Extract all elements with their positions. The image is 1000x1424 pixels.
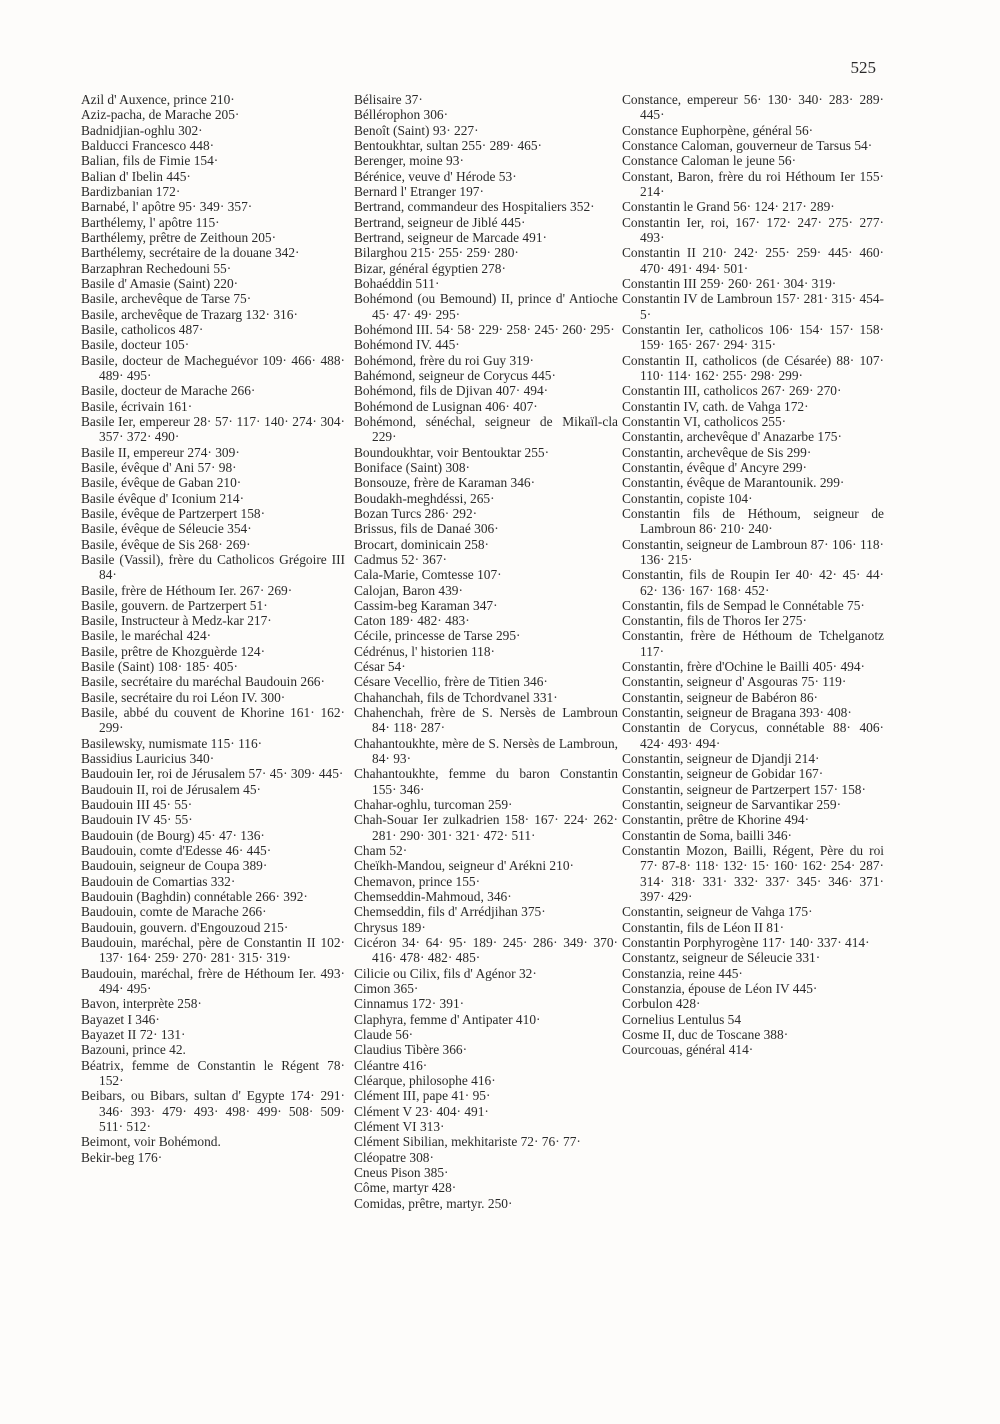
index-entry: Basile, prêtre de Khozguèrde 124· [81,643,266,659]
index-entry: Constantin, fils de Thoros Ier 275· [622,613,807,629]
index-entry: Constantin, seigneur de Sarvantikar 259· [622,797,842,813]
index-entry: Basile Ier, empereur 28· 57· 117· 140· 274· 304· 357· 372· 490· [81,413,345,445]
index-entry: Basile, écrivain 161· [81,398,193,414]
index-entry: Chahanchah, fils de Tchordvanel 331· [354,689,558,705]
index-entry: Constantin, copiste 104· [622,490,753,506]
index-entry: Constantin II, catholicos (de Césarée) 88· 107· 110· 114· 162· 255· 298· 299· [622,352,884,383]
index-entry: Chahantoukhte, femme du baron Constantin 155· 346· [354,766,618,797]
index-entry: Cilicie ou Cilix, fils d' Agénor 32· [354,965,537,981]
index-entry: Cinnamus 172· 391· [354,996,465,1012]
index-entry: Constantz, seigneur de Séleucie 331· [622,950,821,966]
index-entry: Basile, évêque de Gaban 210· [81,475,242,491]
index-entry: Basile, docteur de Marache 266· [81,383,256,399]
index-entry: Baudouin, maréchal, père de Constantin II 102· 137· 164· 259· 270· 281· 315· 319· [81,935,345,966]
index-entry: Azil d' Auxence, prince 210· [81,92,235,107]
index-entry: Bohémond IV. 445· [354,337,460,353]
index-entry: Brocart, dominicain 258· [354,536,489,552]
index-entry: Basile, docteur 105· [81,337,190,353]
index-entry: Basile, abbé du couvent de Khorine 161· 162· 299· [81,705,345,736]
index-entry: Basile, catholicos 487· [81,321,204,337]
index-entry: Barthélemy, l' apôtre 115· [81,214,220,230]
index-entry: Cadmus 52· 367· [354,551,447,567]
index-entry: Barthélemy, secrétaire de la douane 342· [81,245,300,261]
index-entry: Constantin, seigneur de Partzerpert 157· 158· [622,781,866,797]
index-entry: Cimon 365· [354,981,419,997]
index-entry: Claphyra, femme d' Antipater 410· [354,1011,541,1027]
index-entry: Basile, gouvern. de Partzerpert 51· [81,597,268,613]
index-column-1 [81,92,345,1165]
index-entry: Constantin le Grand 56· 124· 217· 289· [622,199,835,215]
index-entry: Clément V 23· 404· 491· [354,1103,489,1119]
index-entry: Chemavon, prince 155· [354,873,481,889]
index-entry: Clément VI 313· [354,1118,445,1134]
index-entry: Constanzia, reine 445· [622,965,743,981]
index-entry: Basile, archevêque de Trazarg 132· 316· [81,306,298,322]
index-entry: Constantin Mozon, Bailli, Régent, Père du roi 77· 87-8· 118· 132· 15· 160· 162· 254· 287· 314· 318· 331· 332· 337· 345· 346· 371· 397· 429· [622,843,884,905]
index-entry: Cornelius Lentulus 54 [622,1011,742,1027]
index-entry: Bertrand, seigneur de Marcade 491· [354,229,547,245]
index-entry: Bazouni, prince 42. [81,1042,186,1058]
index-entry: Côme, martyr 428· [354,1180,457,1196]
index-entry: Constantin, seigneur de Vahga 175· [622,904,813,920]
index-entry: Claudius Tibère 366· [354,1042,468,1058]
index-entry: Baudouin, gouvern. d'Engouzoud 215· [81,919,289,935]
index-entry: Constantin, fils de Roupin Ier 40· 42· 45· 44· 62· 136· 167· 168· 452· [622,567,884,598]
index-entry: Bassidius Lauricius 340· [81,751,215,767]
index-entry: Aziz-pacha, de Marache 205· [81,107,240,123]
index-entry: Clément Sibilian, mekhitariste 72· 76· 77· [354,1134,581,1150]
index-entry: Chahar-oghlu, turcoman 259· [354,797,513,813]
index-entry: Bohémond de Lusignan 406· 407· [354,398,538,414]
index-entry: Bohémond, fils de Djivan 407· 494· [354,383,549,399]
index-entry: Césare Vecellio, frère de Titien 346· [354,674,548,690]
index-entry: Constantin, seigneur de Gobidar 167· [622,766,824,782]
index-entry: Barnabé, l' apôtre 95· 349· 357· [81,199,253,215]
index-entry: Constantin, évêque de Marantounik. 299· [622,475,845,491]
index-entry: Basile (Saint) 108· 185· 405· [81,659,238,675]
index-entry: Béllérophon 306· [354,107,449,123]
index-entry: Bonsouze, frère de Karaman 346· [354,475,536,491]
index-entry: Bérénice, veuve d' Hérode 53· [354,168,517,184]
index-entry: Bélisaire 37· [354,92,423,107]
index-entry: Constantin fils de Héthoum, seigneur de Lambroun 86· 210· 240· [622,505,884,537]
index-entry: Bohémond (ou Bemound) II, prince d' Antioche 45· 47· 49· 295· [354,291,618,322]
index-entry: Constantin, archevêque de Sis 299· [622,444,812,460]
index-entry: Cosme II, duc de Toscane 388· [622,1027,789,1043]
index-entry: Constantin II 210· 242· 255· 259· 445· 460· 470· 491· 494· 501· [622,245,884,276]
index-entry: Bayazet II 72· 131· [81,1027,186,1043]
index-entry: Constance Euphorpène, général 56· [622,122,814,138]
index-entry: Basile, le maréchal 424· [81,628,212,644]
index-entry: Chrysus 189· [354,919,426,935]
index-entry: Boniface (Saint) 308· [354,459,471,475]
index-entry: Basile (Vassil), frère du Catholicos Grégoire III 84· [81,551,345,583]
index-entry: Constantin, fils de Léon II 81· [622,919,785,935]
index-entry: Constantin, seigneur de Babéron 86· [622,689,818,705]
index-entry: Clément III, pape 41· 95· [354,1088,491,1104]
index-column-2 [354,92,618,1211]
index-entry: Cédrénus, l' historien 118· [354,643,496,659]
index-entry: Cneus Pison 385· [354,1164,449,1180]
index-entry: Cicéron 34· 64· 95· 189· 245· 286· 349· 370· 416· 478· 482· 485· [354,935,618,966]
index-entry: Comidas, prêtre, martyr. 250· [354,1195,513,1211]
index-entry: Bohémond, sénéchal, seigneur de Mikaïl-cla 229· [354,413,618,445]
index-entry: Cléarque, philosophe 416· [354,1073,496,1088]
index-entry: Constance Caloman le jeune 56· [622,153,797,169]
index-entry: Baudouin (Baghdin) connétable 266· 392· [81,889,308,905]
index-entry: Bentoukhtar, sultan 255· 289· 465· [354,137,543,153]
index-entry: Baudouin, maréchal, frère de Héthoum Ier. 493· 494· 495· [81,965,345,997]
index-entry: Balian d' Ibelin 445· [81,168,191,184]
index-entry: Cheïkh-Mandou, seigneur d' Arékni 210· [354,858,574,874]
index-entry: Bohémond, frère du roi Guy 319· [354,352,534,368]
index-entry: Baudouin II, roi de Jérusalem 45· [81,781,261,797]
index-entry: Constantin, évêque d' Ancyre 299· [622,459,808,475]
index-entry: Berenger, moine 93· [354,153,464,169]
index-entry: Constantin VI, catholicos 255· [622,413,787,429]
index-entry: Baudouin, seigneur de Coupa 389· [81,858,268,874]
index-entry: Bilarghou 215· 255· 259· 280· [354,245,519,261]
index-entry: Calojan, Baron 439· [354,582,463,598]
index-entry: Bizar, général égyptien 278· [354,260,506,276]
index-entry: Bernard l' Etranger 197· [354,183,484,199]
index-entry: Constantin Porphyrogène 117· 140· 337· 414· [622,935,870,951]
index-entry: Cléopatre 308· [354,1149,434,1165]
index-entry: Constantin de Corycus, connétable 88· 406· 424· 493· 494· [622,720,884,751]
index-entry: Cécile, princesse de Tarse 295· [354,628,521,644]
index-entry: Baudouin, comte de Marache 266· [81,904,267,920]
index-entry: Corbulon 428· [622,996,701,1012]
index-entry: Constantin, prêtre de Khorine 494· [622,812,810,828]
index-entry: Constantin III, catholicos 267· 269· 270· [622,383,842,399]
index-entry: Brissus, fils de Danaé 306· [354,521,499,537]
index-entry: Basile, évêque de Sis 268· 269· [81,536,251,552]
index-entry: Barzaphran Rechedouni 55· [81,260,232,276]
index-entry: Constantin IV de Lambroun 157· 281· 315· 454-5· [622,291,884,322]
index-entry: Chahantoukhte, mère de S. Nersès de Lambroun, 84· 93· [354,735,618,767]
index-entry: Bertrand, commandeur des Hospitaliers 352· [354,199,595,215]
index-entry: Constantin de Soma, bailli 346· [622,827,792,843]
index-entry: Bohémond III. 54· 58· 229· 258· 245· 260· 295· [354,321,615,337]
index-entry: Constantin Ier, roi, 167· 172· 247· 275· 277· 493· [622,214,884,245]
index-entry: Constance Caloman, gouverneur de Tarsus 54· [622,137,873,153]
index-entry: Cléantre 416· [354,1057,428,1073]
index-entry: Beibars, ou Bibars, sultan d' Egypte 174· 291· 346· 393· 479· 493· 498· 499· 508· 509· 511· 512· [81,1088,345,1134]
index-entry: Basile, secrétaire du maréchal Baudouin 266· [81,674,325,690]
index-entry: Constant, Baron, frère du roi Héthoum Ier 155· 214· [622,168,884,199]
index-entry: Balian, fils de Fimie 154· [81,153,219,169]
index-entry: Baudouin Ier, roi de Jérusalem 57· 45· 309· 445· [81,766,344,782]
index-entry: Claude 56· [354,1027,414,1043]
index-entry: Constantin, seigneur de Bragana 393· 408· [622,705,852,721]
index-entry: Courcouas, général 414· [622,1042,754,1058]
index-entry: Bertrand, seigneur de Jiblé 445· [354,214,526,230]
index-entry: Baudouin (de Bourg) 45· 47· 136· [81,827,265,843]
index-entry: Chahenchah, frère de S. Nersès de Lambroun 84· 118· 287· [354,705,618,736]
index-entry: Bayazet I 346· [81,1011,160,1027]
index-entry: Béatrix, femme de Constantin le Régent 78· 152· [81,1057,345,1088]
index-entry: Constantin, frère d'Ochine le Bailli 405· 494· [622,659,866,675]
index-entry: Constantin, seigneur d' Asgouras 75· 119· [622,674,847,690]
index-entry: Bahémond, seigneur de Corycus 445· [354,367,556,383]
index-entry: Bavon, interprète 258· [81,996,202,1012]
index-entry: Benoît (Saint) 93· 227· [354,122,479,138]
index-entry: Basile évêque d' Iconium 214· [81,490,245,506]
index-entry: Constantin IV, cath. de Vahga 172· [622,398,809,414]
index-entry: Boudakh-meghdéssi, 265· [354,490,495,506]
index-entry: Barthélemy, prêtre de Zeithoun 205· [81,229,277,245]
index-entry: Constanzia, épouse de Léon IV 445· [622,981,818,997]
index-entry: Caton 189· 482· 483· [354,613,470,629]
index-entry: Constantin, seigneur de Lambroun 87· 106· 118· 136· 215· [622,536,884,567]
index-entry: Baudouin de Comartias 332· [81,873,236,889]
index-entry: Badnidjian-oghlu 302· [81,122,203,138]
index-entry: Basile, évêque de Séleucie 354· [81,521,252,537]
index-entry: Constantin, seigneur de Djandji 214· [622,751,820,767]
index-entry: Basile, secrétaire du roi Léon IV. 300· [81,689,286,705]
index-entry: Constantin, frère de Héthoum de Tchelganotz 117· [622,628,884,659]
index-entry: Beimont, voir Bohémond. [81,1134,221,1150]
index-entry: Bohaéddin 511· [354,275,440,291]
index-entry: Basile, Instructeur à Medz-kar 217· [81,613,272,629]
index-entry: Constantin, archevêque d' Anazarbe 175· [622,429,842,445]
index-entry: Baudouin IV 45· 55· [81,812,193,828]
index-entry: Chah-Souar Ier zulkadrien 158· 167· 224· 262· 281· 290· 301· 321· 472· 511· [354,812,618,843]
index-column-3 [622,92,884,1058]
index-entry: Constantin Ier, catholicos 106· 154· 157· 158· 159· 165· 267· 294· 315· [622,321,884,353]
page-number: 525 [850,58,876,77]
index-entry: Basile, évêque d' Ani 57· 98· [81,459,237,475]
index-entry: Basile, archevêque de Tarse 75· [81,291,252,307]
index-entry: Basile, évêque de Partzerpert 158· [81,505,266,521]
index-entry: César 54· [354,659,406,675]
index-entry: Balducci Francesco 448· [81,137,215,153]
index-entry: Constance, empereur 56· 130· 340· 283· 289· 445· [622,92,884,123]
index-entry: Cham 52· [354,843,408,859]
index-entry: Chemseddin-Mahmoud, 346· [354,889,512,905]
index-entry: Basile, frère de Héthoum Ier. 267· 269· [81,582,293,598]
index-entry: Basile, docteur de Macheguévor 109· 466· 488· 489· 495· [81,352,345,383]
index-entry: Cala-Marie, Comtesse 107· [354,567,502,583]
index-entry: Boundoukhtar, voir Bentouktar 255· [354,444,550,460]
index-entry: Basile d' Amasie (Saint) 220· [81,275,239,291]
index-entry: Bardizbanian 172· [81,183,181,199]
index-entry: Constantin, fils de Sempad le Connétable 75· [622,597,865,613]
index-entry: Baudouin, comte d'Edesse 46· 445· [81,843,272,859]
index-entry: Baudouin III 45· 55· [81,797,193,813]
index-entry: Cassim-beg Karaman 347· [354,597,498,613]
index-entry: Bekir-beg 176· [81,1149,163,1165]
index-entry: Constantin III 259· 260· 261· 304· 319· [622,275,837,291]
index-entry: Bozan Turcs 286· 292· [354,505,478,521]
index-entry: Chemseddin, fils d' Arrédjihan 375· [354,904,546,920]
index-entry: Basilewsky, numismate 115· 116· [81,735,263,751]
index-entry: Basile II, empereur 274· 309· [81,444,240,460]
